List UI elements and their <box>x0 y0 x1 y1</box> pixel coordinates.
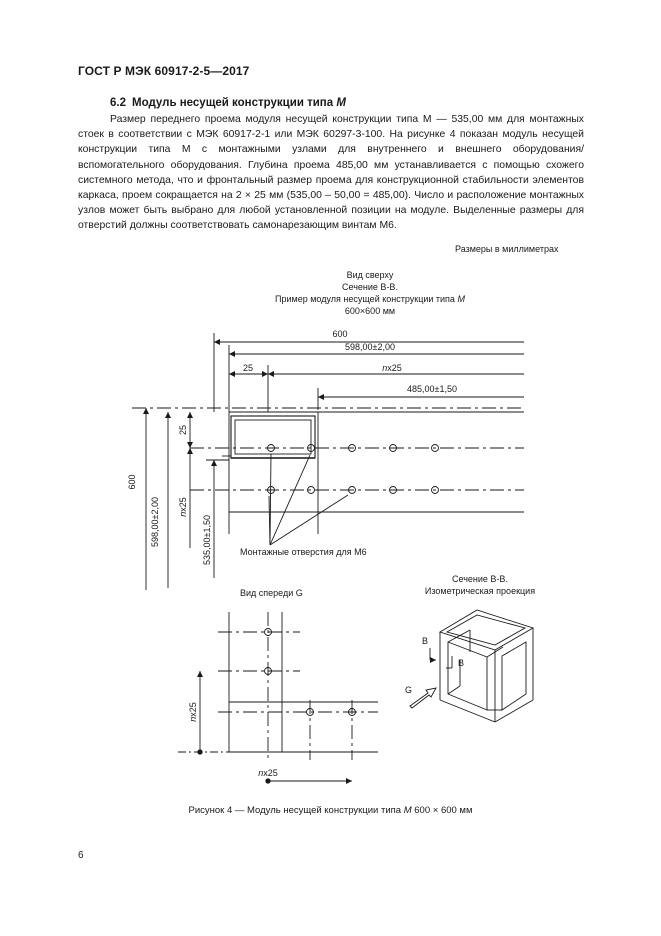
top-view-title-1: Вид сверху <box>346 270 394 280</box>
leader-line <box>270 495 348 545</box>
dim-v-600: 600 <box>127 474 137 490</box>
section-title: Модуль несущей конструкции типа <box>132 97 334 109</box>
iso-label-g: G <box>405 685 413 695</box>
section-title-var: M <box>336 97 346 109</box>
dim-25: 25 <box>242 363 254 373</box>
top-view-title-2: Сечение В-В. <box>342 282 398 292</box>
arrow-head <box>268 371 274 377</box>
dim-front-h-nx25 <box>258 768 278 778</box>
top-view-titles <box>275 270 465 316</box>
dim-485: 485,00±1,50 <box>407 384 457 394</box>
front-view-title: Вид спереди G <box>240 588 303 598</box>
cube-edge <box>495 700 533 722</box>
datum-point <box>198 750 202 754</box>
dim-v-598: 598,00±2,00 <box>150 497 160 547</box>
leader-line <box>270 455 310 545</box>
iso-label-b1: B <box>422 636 429 646</box>
cube-inner-edge <box>448 686 460 694</box>
cube-top-inner <box>447 615 525 645</box>
front-view-drawing <box>178 612 378 783</box>
leader-line <box>269 496 270 545</box>
arrow-head <box>262 371 268 377</box>
dim-600: 600 <box>332 329 348 339</box>
iso-titles <box>425 574 535 596</box>
front-view-text <box>188 588 303 778</box>
view-arrow-g <box>410 688 436 708</box>
dim-front-v-var: n <box>188 716 198 722</box>
dim-v-nx25-text: x25 <box>178 497 188 512</box>
corner-section-inner <box>235 420 311 454</box>
caption-var: M <box>403 805 412 816</box>
datum-point <box>266 779 270 783</box>
units-note: Размеры в миллиметрах <box>455 244 559 254</box>
caption-suffix: 600 × 600 мм <box>414 805 473 816</box>
dim-nx25-text: x25 <box>387 363 402 373</box>
figure-caption <box>0 805 661 816</box>
dim-v-nx25-var: n <box>178 511 188 517</box>
section-number: 6.2 <box>110 97 126 109</box>
top-view-title-3-text: Пример модуля несущей конструкции типа <box>275 294 455 304</box>
page-number: 6 <box>78 850 84 861</box>
iso-label-b2: B <box>458 658 465 668</box>
top-view-title-4: 600×600 мм <box>344 306 396 316</box>
dim-front-h-var: n <box>258 768 264 778</box>
iso-title-2: Изометрическая проекция <box>424 586 536 596</box>
holes-top-view <box>268 445 439 494</box>
dim-598: 598,00±2,00 <box>345 342 395 352</box>
cube-front-opening <box>448 642 487 710</box>
caption-prefix: Рисунок 4 — Модуль несущей конструкции типа <box>188 805 402 816</box>
dim-v-25: 25 <box>178 424 188 436</box>
iso-title-1: Сечение В-В. <box>452 574 508 584</box>
top-view-title-3-var: M <box>457 294 465 304</box>
dim-v-535: 535,00±1,50 <box>202 515 212 565</box>
top-view-dimension-text <box>127 329 457 565</box>
holes-label: Монтажные отверстия для М6 <box>240 547 367 557</box>
dim-nx25 <box>382 363 402 373</box>
dim-v-nx25 <box>178 497 188 517</box>
section-paragraph: Размер переднего проема модуля несущей конструкции типа M — 535,00 мм для монтажных стоек в соответствии с МЭК 60917-2-1 или МЭК 60297-3-100. На рисунке 4 показан модуль несущей конструкции типа M с монтажными узлами для внутреннего и внешнего оборудования/вспомогательного оборудования. Глубина проема 485,00 мм устанавливается с помощью схожего системного метода, что и фронтальный размер проема для конструкционной стабильности элементов каркаса, проем сокращается на 2 × 25 мм (535,00 – 50,00 = 485,00). Число и расположение монтажных узлов может быть выбрано для любой установленной позиции на модуле. Выделенные размеры для отверстий должны соответствовать самонарезающим винтам М6. <box>78 114 584 232</box>
dim-front-v-nx25 <box>188 702 198 722</box>
dim-front-v-text: x25 <box>188 702 198 717</box>
iso-cube <box>410 610 533 722</box>
dim-nx25-var: n <box>382 363 388 373</box>
top-view-title-3 <box>275 294 465 304</box>
document-header: ГОСТ Р МЭК 60917-2-5—2017 <box>78 64 250 78</box>
dim-front-h-text: x25 <box>263 768 278 778</box>
cube-side-opening <box>502 642 526 710</box>
corner-section <box>231 416 315 458</box>
